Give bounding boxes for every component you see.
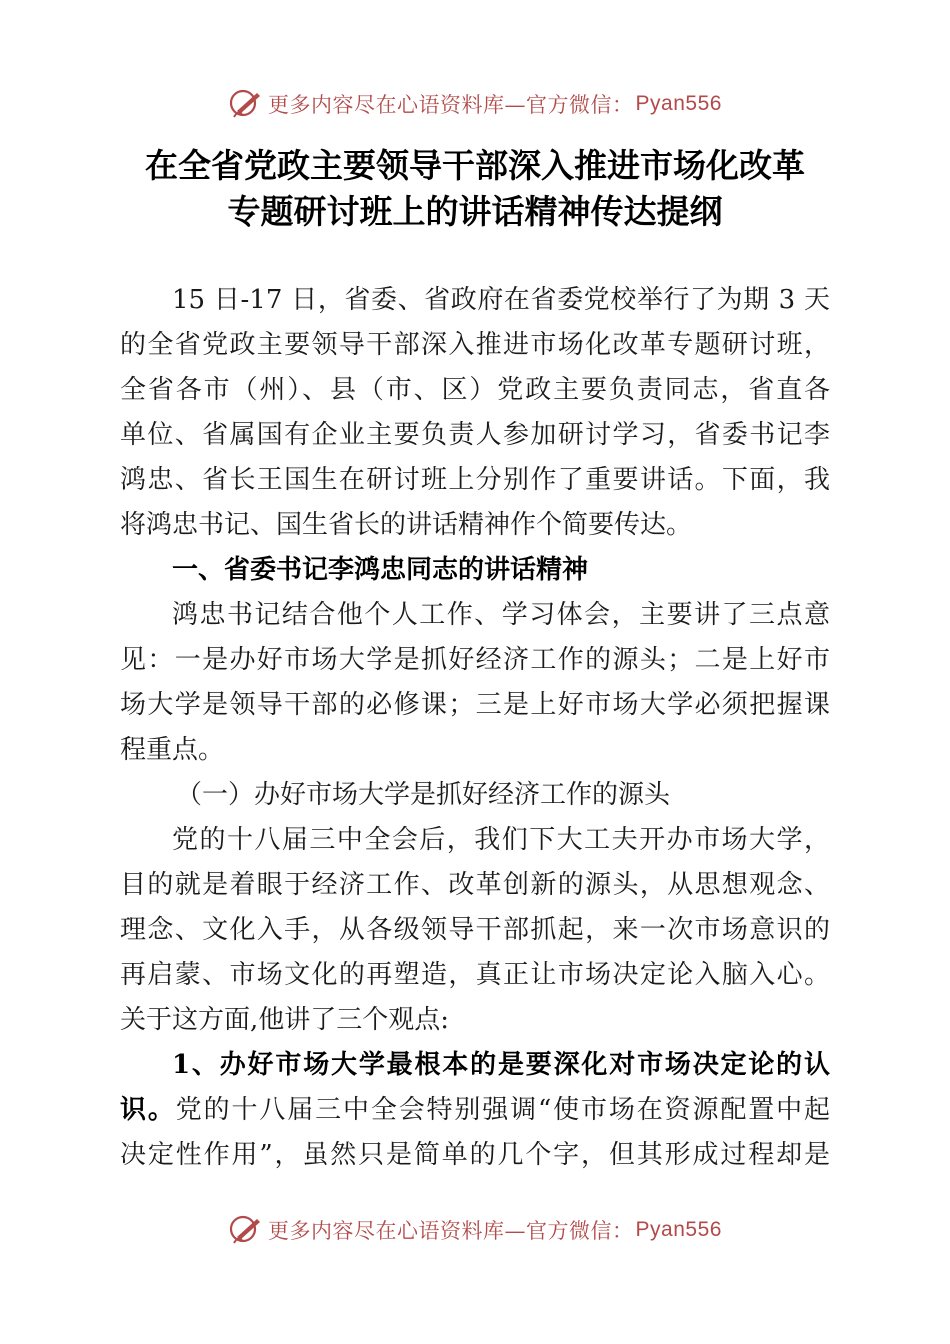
paragraph-line: 单位、省属国有企业主要负责人参加研讨学习，省委书记李 xyxy=(120,420,830,450)
paragraph-line: 全省各市（州）、县（市、区）党政主要负责同志，省直各 xyxy=(120,375,830,405)
pen-logo-icon xyxy=(228,86,264,122)
watermark-footer xyxy=(0,1210,950,1250)
watermark-text: 更多内容尽在心语资料库—官方微信： xyxy=(268,1219,634,1243)
paragraph-line: 程重点。 xyxy=(120,735,225,765)
paragraph-line: 鸿忠、省长王国生在研讨班上分别作了重要讲话。下面，我 xyxy=(120,465,830,495)
bold-point-heading-end: 识。 xyxy=(120,1095,176,1125)
paragraph-line: 理念、文化入手，从各级领导干部抓起，来一次市场意识的 xyxy=(120,915,830,945)
paragraph-line: 目的就是着眼于经济工作、改革创新的源头，从思想观念、 xyxy=(120,870,830,900)
paragraph-line: 决定性作用”，虽然只是简单的几个字，但其形成过程却是 xyxy=(120,1140,830,1170)
bold-point-heading: 1、办好市场大学最根本的是要深化对市场决定论的认 xyxy=(172,1050,830,1080)
watermark-wechat-id: Pyan556 xyxy=(635,92,722,115)
watermark-wechat-id: Pyan556 xyxy=(635,1218,722,1241)
document-title-line1: 在全省党政主要领导干部深入推进市场化改革 xyxy=(145,146,805,185)
section-heading: 一、省委书记李鸿忠同志的讲话精神 xyxy=(172,555,589,585)
watermark-header xyxy=(0,84,950,124)
subsection-heading: （一）办好市场大学是抓好经济工作的源头 xyxy=(176,780,671,810)
paragraph-line: 关于这方面,他讲了三个观点: xyxy=(120,1005,450,1035)
paragraph-line: 将鸿忠书记、国生省长的讲话精神作个简要传达。 xyxy=(120,510,693,540)
paragraph-line-text: 党的十八届三中全会特别强调“使市场在资源配置中起 xyxy=(175,1095,830,1125)
paragraph-line: 见：一是办好市场大学是抓好经济工作的源头；二是上好市 xyxy=(120,645,830,675)
paragraph-line: 党的十八届三中全会后，我们下大工夫开办市场大学， xyxy=(172,825,830,855)
document-title-line2: 专题研讨班上的讲话精神传达提纲 xyxy=(227,192,723,231)
paragraph-line: 再启蒙、市场文化的再塑造，真正让市场决定论入脑入心。 xyxy=(120,960,830,990)
paragraph-line: 的全省党政主要领导干部深入推进市场化改革专题研讨班， xyxy=(120,330,830,360)
paragraph-line xyxy=(120,1087,830,1133)
pen-logo-icon xyxy=(228,1212,264,1248)
watermark-text: 更多内容尽在心语资料库—官方微信： xyxy=(268,93,634,117)
paragraph-line: 场大学是领导干部的必修课；三是上好市场大学必须把握课 xyxy=(120,690,830,720)
paragraph-line: 鸿忠书记结合他个人工作、学习体会，主要讲了三点意 xyxy=(172,600,830,630)
paragraph-line: 15 日-17 日，省委、省政府在省委党校举行了为期 3 天 xyxy=(172,285,830,315)
